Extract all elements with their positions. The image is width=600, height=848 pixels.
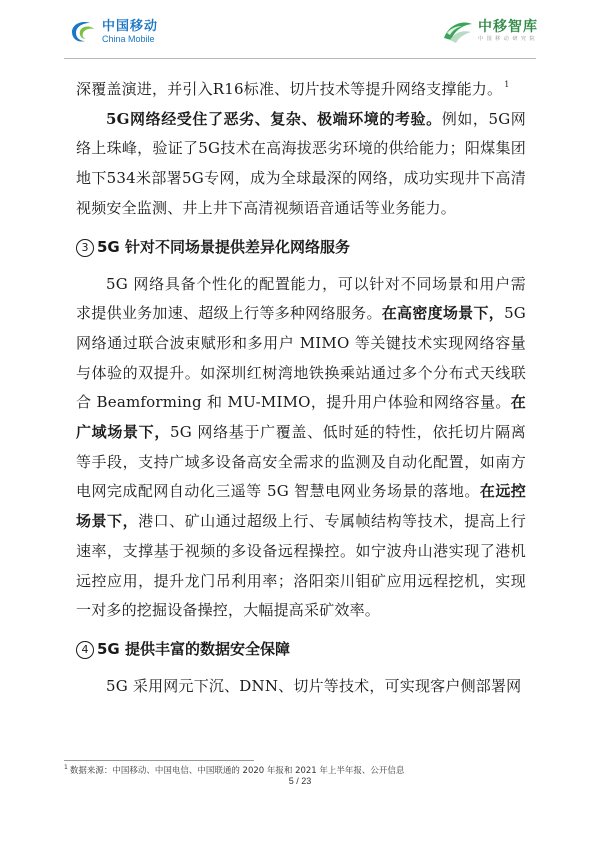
- footnote: [64, 764, 404, 776]
- paragraph-text: 5G 网络具备个性化的配置能力，可以针对不同场景和用户需求提供业务加速、超级上行等多种网络服务。: [76, 274, 526, 323]
- zhiku-subtitle: 中 国 移 动 研 究 院: [478, 36, 536, 42]
- paragraph-bold-phrase: 在高密度场景下，: [381, 304, 505, 323]
- section-heading-text: 5G 针对不同场景提供差异化网络服务: [97, 237, 350, 256]
- section-heading-3: [76, 233, 526, 261]
- paragraph-text: 5G 采用网元下沉、DNN、切片等技术，可实现客户侧部署网: [106, 676, 522, 695]
- footnote-reference: 1: [504, 80, 510, 89]
- zhiku-logo: [441, 16, 538, 46]
- header-divider: [64, 58, 536, 59]
- paragraph-text: 港口、矿山通过超级上行、专属帧结构等技术，提高上行速率，支撑基于视频的多设备远程操控。如宁波舟山港实现了港机远控应用，提升龙门吊利用率；洛阳栾川钼矿应用远程挖机，实现一对多的挖掘设备操控，大幅提高采矿效率。: [76, 512, 526, 620]
- footnote-divider: [64, 760, 254, 761]
- china-mobile-logo: [68, 18, 158, 46]
- circled-number: 4: [76, 641, 94, 659]
- zhiku-logo-icon: [441, 16, 475, 46]
- paragraph-text: 例如，5G网络上珠峰，验证了5G技术在高海拔恶劣环境的供给能力；阳煤集团地下534米部署5G专网，成为全球最深的网络，成功实现井下高清视频安全监测、井上井下高清视频语音通话等业务能力。: [76, 109, 526, 217]
- document-body: [76, 70, 526, 702]
- china-mobile-logo-icon: [68, 18, 98, 46]
- zhiku-cn-name: 中移智库: [478, 19, 538, 35]
- paragraph-text: 深覆盖演进，并引入R16标准、切片技术等提升网络支撑能力。: [76, 80, 503, 98]
- paragraph-harsh-environments: [76, 105, 526, 224]
- section-heading-4: [76, 635, 526, 663]
- page-number: 5 / 23: [288, 776, 312, 786]
- paragraph-text: 5G 网络基于广覆盖、低时延的特性，依托切片隔离等手段，支持广域多设备高安全需求的监测及自动化配置，如南方电网完成配网自动化三遥等 5G 智慧电网业务场景的落地。: [76, 423, 526, 501]
- paragraph-differentiated-services: [76, 270, 526, 626]
- paragraph-data-security: [76, 672, 526, 702]
- footnote-text: 数据来源：中国移动、中国电信、中国联通的 2020 年报和 2021 年上半年报、公开信息: [69, 766, 405, 776]
- paragraph-continuation: [76, 70, 526, 105]
- section-heading-text: 5G 提供丰富的数据安全保障: [97, 639, 290, 658]
- china-mobile-cn-name: 中国移动: [102, 19, 159, 34]
- footnote-mark: 1: [64, 764, 68, 771]
- circled-number: 3: [76, 239, 94, 257]
- paragraph-text: 5G 网络通过联合波束赋形和多用户 MIMO 等关键技术实现网络容量与体验的双提升。如深圳红树湾地铁换乘站通过多个分布式天线联合 Beamforming 和 MU-MIMO，提升用户体验和网络容量。: [76, 304, 526, 412]
- paragraph-bold-phrase: 在广域场景下，: [76, 393, 526, 442]
- paragraph-bold-phrase: 在远控场景下，: [76, 482, 526, 531]
- page-header: [0, 0, 600, 62]
- china-mobile-en-name: China Mobile: [102, 34, 155, 44]
- paragraph-bold-lead: 5G网络经受住了恶劣、复杂、极端环境的考验。: [106, 109, 442, 128]
